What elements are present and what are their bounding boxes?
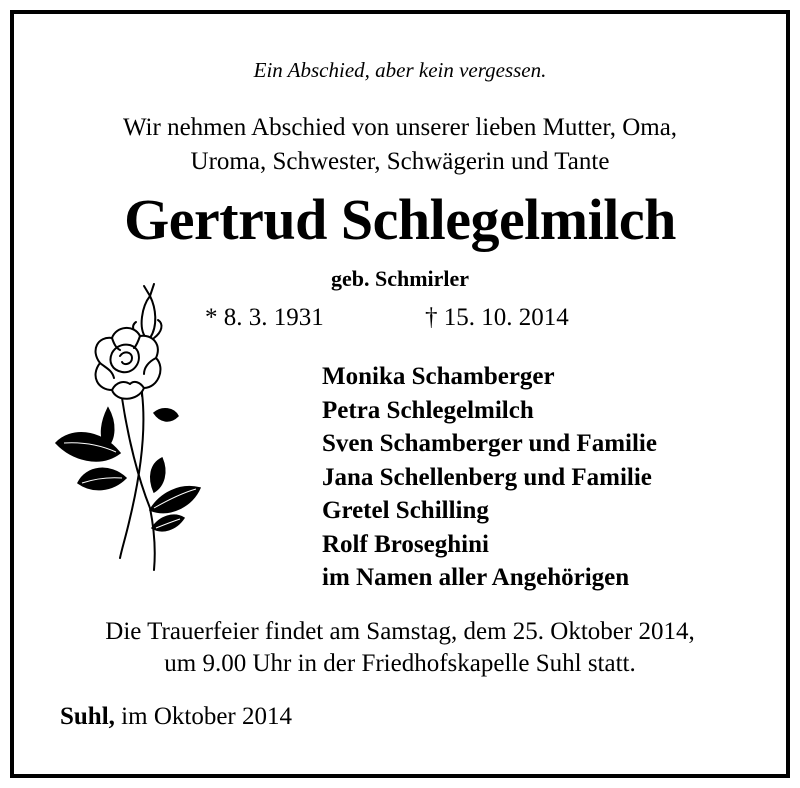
mourners-list bbox=[322, 360, 657, 595]
intro-line-2: Uroma, Schwester, Schwägerin und Tante bbox=[190, 148, 610, 175]
maiden-name: geb. Schmirler bbox=[330, 266, 470, 291]
mourner: Petra Schlegelmilch bbox=[322, 396, 534, 424]
place-city: Suhl, bbox=[60, 703, 115, 730]
birth-date: * 8. 3. 1931 bbox=[205, 304, 324, 331]
motto: Ein Abschied, aber kein vergessen. bbox=[253, 58, 547, 82]
mourner: Jana Schellenberg und Familie bbox=[322, 463, 652, 491]
service-line-1: Die Trauerfeier findet am Samstag, dem 25. Oktober 2014, bbox=[105, 618, 695, 645]
mourner: Monika Schamberger bbox=[322, 363, 555, 390]
mourner: Sven Schamberger und Familie bbox=[322, 430, 657, 457]
service-line-2: um 9.00 Uhr in der Friedhofskapelle Suhl statt. bbox=[164, 650, 636, 677]
rose-icon bbox=[50, 278, 210, 578]
place-date-text: im Oktober 2014 bbox=[121, 703, 292, 730]
mourner: im Namen aller Angehörigen bbox=[322, 564, 630, 591]
deceased-name: Gertrud Schlegelmilch bbox=[124, 187, 676, 252]
death-date: † 15. 10. 2014 bbox=[425, 304, 569, 331]
intro-line-1: Wir nehmen Abschied von unserer lieben Mutter, Oma, bbox=[122, 114, 678, 141]
mourner: Gretel Schilling bbox=[322, 497, 489, 524]
mourner: Rolf Broseghini bbox=[322, 530, 489, 558]
service-info bbox=[0, 616, 800, 680]
intro-text bbox=[0, 111, 800, 179]
place-date bbox=[60, 703, 292, 731]
